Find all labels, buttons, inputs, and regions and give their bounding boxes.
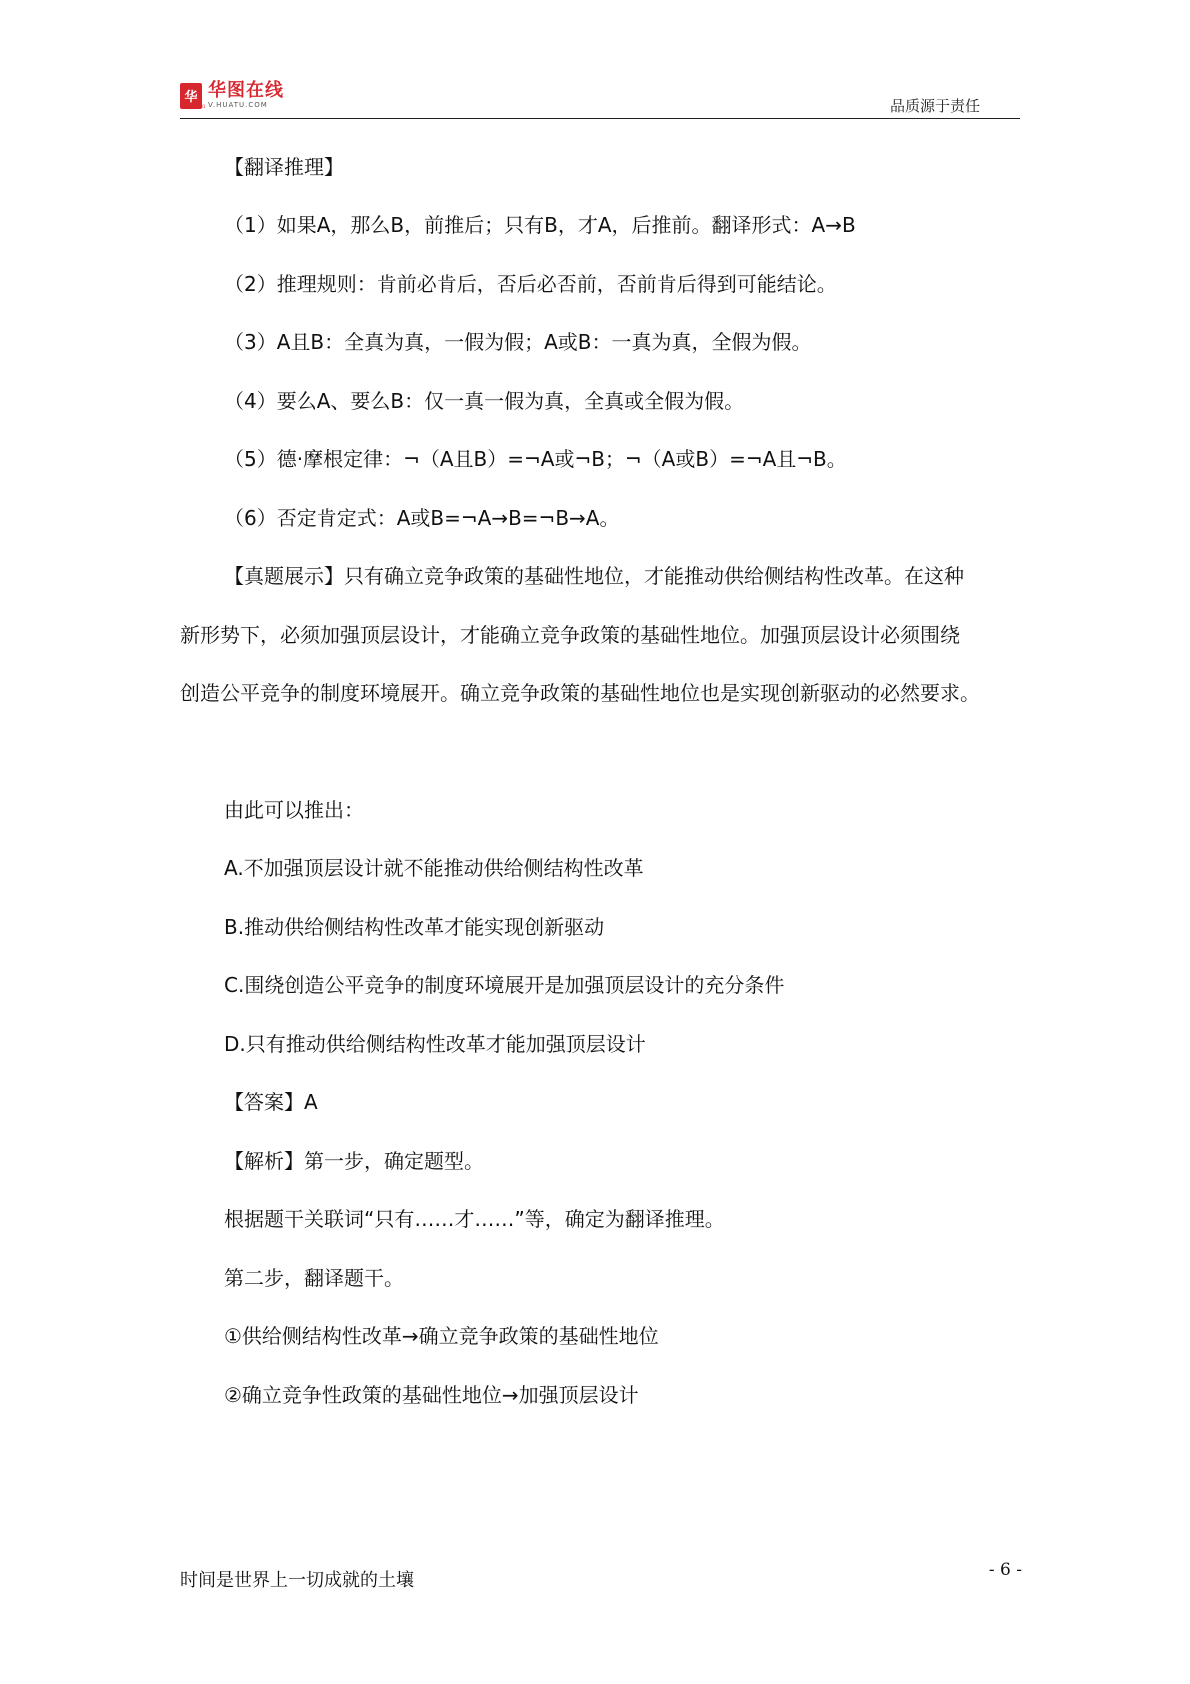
question-stem-line-2: 新形势下，必须加强顶层设计，才能确立竞争政策的基础性地位。加强顶层设计必须围绕 [180, 623, 960, 647]
option-b: B.推动供给侧结构性改革才能实现创新驱动 [224, 915, 605, 939]
question-prompt: 由此可以推出： [224, 798, 364, 822]
logo-since: SINCE 2001 [182, 104, 206, 109]
page-number: - 6 - [988, 1560, 1022, 1580]
translation-1: ①供给侧结构性改革→确立竞争政策的基础性地位 [224, 1324, 659, 1348]
footer-motto: 时间是世界上一切成就的土壤 [180, 1570, 414, 1591]
rule-2: （2）推理规则：肯前必肯后，否后必否前，否前肯后得到可能结论。 [224, 272, 837, 296]
option-c: C.围绕创造公平竞争的制度环境展开是加强顶层设计的充分条件 [224, 973, 785, 997]
rule-4: （4）要么A、要么B：仅一真一假为真，全真或全假为假。 [224, 389, 745, 413]
rule-5: （5）德·摩根定律：¬（A且B）=¬A或¬B；¬（A或B）=¬A且¬B。 [224, 447, 847, 471]
logo-brand-name: 华图在线 [208, 80, 284, 101]
analysis-text-1: 根据题干关联词“只有……才……”等，确定为翻译推理。 [224, 1207, 725, 1231]
question-stem-line-3: 创造公平竞争的制度环境展开。确立竞争政策的基础性地位也是实现创新驱动的必然要求。 [180, 681, 980, 705]
option-a: A.不加强顶层设计就不能推动供给侧结构性改革 [224, 856, 644, 880]
rule-1: （1）如果A，那么B，前推后；只有B，才A，后推前。翻译形式：A→B [224, 213, 856, 237]
rule-6: （6）否定肯定式：A或B=¬A→B=¬B→A。 [224, 506, 620, 530]
logo-text [208, 82, 284, 109]
analysis-step-1: 【解析】第一步，确定题型。 [224, 1149, 484, 1173]
rule-3: （3）A且B：全真为真，一假为假；A或B：一真为真，全假为假。 [224, 330, 812, 354]
logo-domain: V.HUATU.COM [208, 101, 268, 109]
option-d: D.只有推动供给侧结构性改革才能加强顶层设计 [224, 1032, 646, 1056]
translation-2: ②确立竞争性政策的基础性地位→加强顶层设计 [224, 1383, 639, 1407]
huatu-logo [180, 82, 284, 109]
page-header [180, 80, 1020, 119]
header-slogan: 品质源于责任 [889, 97, 980, 115]
answer: 【答案】A [224, 1090, 318, 1114]
analysis-step-2: 第二步，翻译题干。 [224, 1266, 404, 1290]
section-heading: 【翻译推理】 [224, 155, 344, 179]
question-stem-line-1: 【真题展示】只有确立竞争政策的基础性地位，才能推动供给侧结构性改革。在这种 [224, 564, 964, 588]
logo-icon: 华 [180, 83, 202, 109]
